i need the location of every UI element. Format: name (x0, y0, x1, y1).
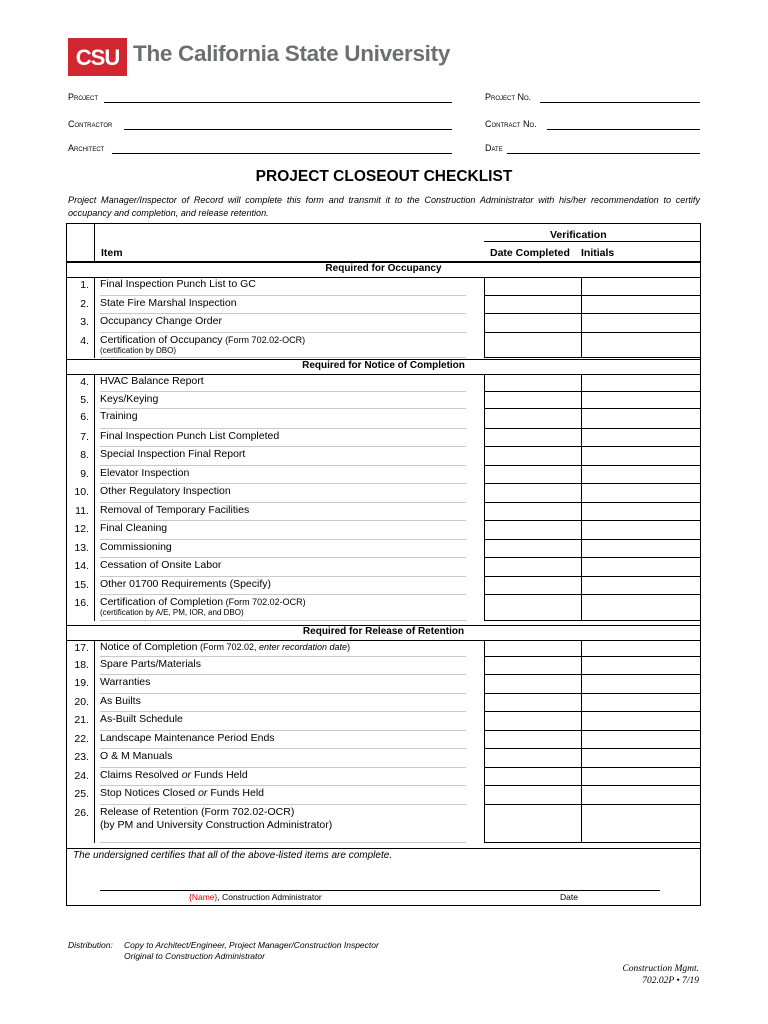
row-label-text: Release of Retention (Form 702.02-OCR) (100, 806, 295, 818)
distribution-line-1: Copy to Architect/Engineer, Project Manager/Construction Inspector (124, 940, 379, 950)
initials-cell[interactable] (582, 640, 699, 656)
initials-header: Initials (581, 247, 615, 259)
date-completed-cell[interactable] (485, 277, 580, 295)
field-label-project: Project (68, 92, 99, 102)
date-completed-cell[interactable] (485, 657, 580, 675)
row-label-text: Certification of Occupancy (100, 333, 223, 346)
date-completed-cell[interactable] (485, 768, 580, 786)
checklist-row (67, 805, 700, 843)
initials-column-divider (581, 640, 582, 843)
row-label-text: As Builts (100, 694, 141, 707)
row-form-ref: (Form 702.02-OCR) (222, 334, 306, 345)
row-number: 21. (74, 714, 89, 726)
row-form-note-end: ) (347, 642, 351, 652)
date-completed-cell[interactable] (485, 595, 580, 620)
row-label (100, 559, 221, 571)
row-label (100, 375, 204, 387)
row-label-text: Spare Parts/Materials (100, 657, 201, 670)
row-label-text: Final Inspection Punch List Completed (100, 429, 280, 442)
date-completed-header: Date Completed (490, 247, 570, 259)
field-line-contractor[interactable] (124, 129, 452, 130)
row-number: 26. (74, 807, 89, 819)
date-completed-cell[interactable] (485, 447, 580, 465)
section-title: Required for Release of Retention (302, 626, 465, 637)
initials-cell[interactable] (582, 521, 699, 539)
date-completed-cell[interactable] (485, 712, 580, 730)
row-label (100, 278, 256, 290)
row-number: 10. (74, 486, 89, 498)
checklist-row (67, 429, 700, 448)
checklist-row (67, 640, 700, 657)
row-label-line-2: (by PM and University Construction Administrator) (100, 819, 333, 831)
row-number: 8. (80, 449, 89, 461)
row-number: 25. (74, 788, 89, 800)
date-completed-cell[interactable] (485, 540, 580, 558)
item-header: Item (101, 247, 123, 259)
initials-cell[interactable] (582, 503, 699, 521)
row-label-end: Funds Held (191, 768, 248, 781)
date-completed-cell[interactable] (485, 640, 580, 656)
header-number-divider (94, 224, 95, 261)
item-guide-line (100, 620, 466, 621)
initials-cell[interactable] (582, 577, 699, 595)
row-number: 4. (80, 334, 89, 347)
verification-cell-rule (484, 357, 700, 358)
row-label-text: Training (100, 409, 138, 422)
row-number: 16. (74, 597, 89, 609)
checklist-row (67, 558, 700, 577)
checklist-row (67, 657, 700, 676)
verification-cell-rule (484, 620, 700, 621)
checklist-row (67, 712, 700, 731)
row-sublabel: (certification by DBO) (100, 345, 177, 355)
row-number: 4. (80, 376, 89, 388)
date-completed-cell[interactable] (485, 786, 580, 804)
initials-cell[interactable] (582, 466, 699, 484)
row-number: 5. (80, 394, 89, 406)
date-completed-cell[interactable] (485, 675, 580, 693)
date-completed-cell[interactable] (485, 694, 580, 712)
checklist-row (67, 768, 700, 787)
row-number: 20. (74, 695, 89, 708)
page-title: PROJECT CLOSEOUT CHECKLIST (255, 168, 513, 185)
signature-name (189, 892, 322, 902)
row-label (100, 467, 189, 479)
row-label (100, 334, 305, 346)
row-label-text: Stop Notices Closed (100, 787, 199, 799)
form-id-line-1: Construction Mgmt. (622, 964, 699, 974)
row-label (100, 393, 158, 405)
row-form-ref: (Form 702.02-OCR) (223, 597, 306, 607)
row-label (100, 676, 150, 688)
initials-cell[interactable] (582, 374, 699, 391)
row-label-text: Claims Resolved (100, 768, 182, 781)
row-label (100, 578, 271, 590)
number-column-divider (94, 374, 95, 621)
row-number: 12. (74, 523, 89, 535)
initials-cell[interactable] (582, 429, 699, 447)
date-completed-cell[interactable] (485, 577, 580, 595)
row-label-text: Occupancy Change Order (100, 315, 222, 327)
initials-cell[interactable] (582, 749, 699, 767)
initials-column-divider (581, 374, 582, 621)
row-label (100, 750, 172, 762)
initials-cell[interactable] (582, 694, 699, 712)
initials-cell[interactable] (582, 768, 699, 786)
initials-column-divider (581, 277, 582, 358)
row-label (100, 410, 138, 422)
row-number: 17. (74, 642, 89, 654)
row-label (100, 522, 167, 534)
initials-cell[interactable] (582, 484, 699, 502)
initials-cell[interactable] (582, 333, 699, 357)
checklist-row (67, 675, 700, 694)
name-placeholder: {Name} (189, 892, 218, 902)
field-line-contract-no-[interactable] (547, 129, 700, 130)
checklist-row (67, 484, 700, 503)
field-line-architect[interactable] (112, 153, 452, 154)
date-completed-cell[interactable] (485, 805, 580, 842)
row-label-text: O & M Manuals (100, 750, 173, 762)
field-label-architect: Architect (68, 143, 105, 153)
checklist-row (67, 409, 700, 429)
field-line-project[interactable] (104, 102, 452, 103)
row-label-text: Other Regulatory Inspection (100, 485, 231, 497)
checklist-row (67, 466, 700, 485)
row-label (100, 297, 237, 309)
checklist-row (67, 296, 700, 315)
row-label (100, 732, 275, 744)
row-label-text: As-Built Schedule (100, 713, 183, 725)
date-completed-cell[interactable] (485, 503, 580, 521)
row-number: 1. (80, 279, 89, 291)
row-label-italic: or (198, 787, 208, 799)
signature-line[interactable] (100, 890, 660, 891)
checklist-row (67, 577, 700, 596)
initials-cell[interactable] (582, 558, 699, 576)
checklist-row (67, 521, 700, 540)
date-completed-cell[interactable] (485, 392, 580, 408)
checklist-row (67, 749, 700, 768)
date-completed-cell[interactable] (485, 484, 580, 502)
date-completed-cell[interactable] (485, 409, 580, 428)
row-number: 15. (74, 578, 89, 591)
row-label-text: HVAC Balance Report (100, 375, 204, 387)
row-label (100, 769, 248, 781)
initials-cell[interactable] (582, 595, 699, 620)
initials-cell[interactable] (582, 540, 699, 558)
row-label (100, 541, 172, 553)
date-completed-cell[interactable] (485, 731, 580, 749)
date-completed-cell[interactable] (485, 749, 580, 767)
row-sublabel: (certification by A/E, PM, IOR, and DBO) (100, 608, 244, 617)
date-column-divider (484, 640, 485, 843)
verification-cell-rule (484, 842, 700, 843)
initials-cell[interactable] (582, 392, 699, 408)
initials-cell[interactable] (582, 447, 699, 465)
row-label (100, 448, 245, 460)
instructions-text: Project Manager/Inspector of Record will complete this form and transmit it to the Construction Administrator with his/her recommendation to certify occupancy and completion, and release retention. (68, 195, 700, 218)
row-label (100, 596, 306, 608)
row-number: 22. (74, 732, 89, 745)
initials-cell[interactable] (582, 805, 699, 842)
form-id-line-2: 702.02P • 7/19 (642, 976, 699, 986)
row-number: 11. (75, 504, 89, 517)
row-label (100, 658, 201, 670)
row-label (100, 695, 141, 707)
date-completed-cell[interactable] (485, 521, 580, 539)
initials-cell[interactable] (582, 675, 699, 693)
field-label-project-no-: Project No. (485, 92, 532, 102)
row-number: 9. (80, 467, 89, 480)
checklist-row (67, 277, 700, 296)
field-label-date: Date (485, 143, 503, 153)
number-column-divider (94, 640, 95, 843)
checklist-row (67, 374, 700, 392)
date-completed-cell[interactable] (485, 314, 580, 332)
checklist-row (67, 595, 700, 621)
initials-cell[interactable] (582, 712, 699, 730)
row-label-text: Certification of Completion (100, 596, 224, 608)
date-completed-cell[interactable] (485, 429, 580, 447)
field-line-project-no-[interactable] (540, 102, 700, 103)
row-number: 19. (74, 677, 89, 689)
row-number: 7. (80, 430, 89, 443)
field-label-contract-no-: Contract No. (485, 119, 537, 129)
row-number: 13. (74, 541, 89, 554)
checklist-row (67, 540, 700, 559)
date-completed-cell[interactable] (485, 296, 580, 314)
row-label-text: Final Inspection Punch List to GC (100, 278, 256, 290)
date-completed-cell[interactable] (485, 333, 580, 357)
row-number: 3. (80, 316, 89, 328)
date-column-divider (484, 374, 485, 621)
initials-cell[interactable] (582, 296, 699, 314)
number-column-divider (94, 277, 95, 358)
initials-cell[interactable] (582, 277, 699, 295)
row-label (100, 430, 279, 442)
date-completed-cell[interactable] (485, 466, 580, 484)
row-label-text: Warranties (100, 676, 151, 688)
checklist-row (67, 503, 700, 522)
row-number: 14. (74, 560, 89, 572)
date-column-divider (484, 277, 485, 358)
date-completed-cell[interactable] (485, 558, 580, 576)
section-title: Required for Notice of Completion (302, 360, 465, 371)
row-label (100, 485, 231, 497)
section-title: Required for Occupancy (325, 263, 442, 274)
row-number: 2. (80, 297, 89, 310)
row-label (100, 806, 294, 818)
row-label (100, 641, 350, 653)
row-form-note: enter recordation date (259, 642, 348, 652)
initials-cell[interactable] (582, 657, 699, 675)
university-name: The California State University (133, 41, 451, 66)
initials-cell[interactable] (582, 409, 699, 428)
checklist-row (67, 731, 700, 750)
item-guide-line (100, 357, 466, 358)
row-label-text: Elevator Inspection (100, 466, 190, 479)
initials-cell[interactable] (582, 786, 699, 804)
signature-date-label: Date (560, 892, 578, 902)
signature-role: , Construction Administrator (217, 892, 322, 902)
row-label-end: Funds Held (207, 787, 265, 799)
distribution-label: Distribution: (68, 940, 113, 950)
checklist-row (67, 314, 700, 333)
field-label-contractor: Contractor (68, 119, 113, 129)
row-label (100, 315, 222, 327)
certification-statement: The undersigned certifies that all of the above-listed items are complete. (73, 850, 393, 861)
row-label (100, 713, 183, 725)
row-label-italic: or (181, 768, 192, 781)
checklist-row (67, 447, 700, 466)
row-label-text: Removal of Temporary Facilities (100, 503, 250, 516)
csu-logo-mark: CSU (68, 38, 127, 76)
date-completed-cell[interactable] (485, 374, 580, 391)
field-line-date[interactable] (507, 153, 700, 154)
verification-rule (484, 241, 701, 242)
checklist-row (67, 694, 700, 713)
row-label-text: State Fire Marshal Inspection (100, 296, 237, 309)
row-form-ref: (Form 702.02, (197, 642, 259, 652)
row-number: 24. (74, 769, 89, 782)
row-label-text: Final Cleaning (100, 522, 168, 534)
form-id (560, 963, 699, 987)
row-label-text: Keys/Keying (100, 393, 159, 405)
checklist-row (67, 333, 700, 358)
row-label-text: Landscape Maintenance Period Ends (100, 731, 275, 744)
row-label-text: Commissioning (100, 540, 172, 553)
initials-cell[interactable] (582, 314, 699, 332)
row-label-text: Cessation of Onsite Labor (100, 559, 222, 571)
item-guide-line (100, 842, 466, 843)
rows-bottom-rule (67, 848, 700, 849)
row-number: 23. (74, 751, 89, 763)
row-number: 6. (80, 410, 89, 423)
distribution-line-2: Original to Construction Administrator (124, 951, 265, 961)
row-label (100, 504, 249, 516)
row-label-text: Other 01700 Requirements (Specify) (100, 577, 271, 590)
initials-cell[interactable] (582, 731, 699, 749)
row-number: 18. (74, 658, 89, 671)
row-label-text: Special Inspection Final Report (100, 448, 246, 460)
row-label (100, 787, 264, 799)
checklist-row (67, 786, 700, 805)
checklist-row (67, 392, 700, 409)
verification-header: Verification (550, 229, 607, 241)
checklist-table (66, 223, 701, 906)
row-label-text: Notice of Completion (100, 641, 198, 653)
